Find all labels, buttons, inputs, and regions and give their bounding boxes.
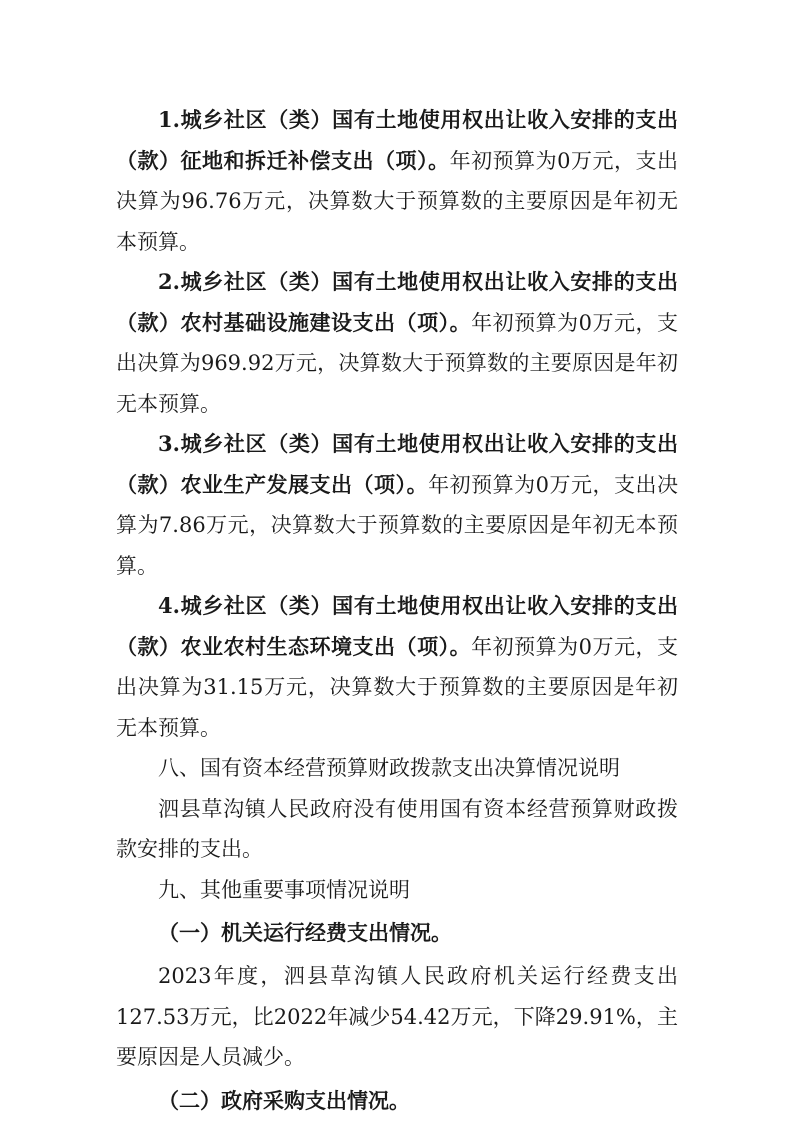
item-3-text: 年初预算为0万元，支出决算为7.86万元，决算数大于预算数的主要原因是年初无本预算。 [116,472,678,578]
item-2 [116,262,678,424]
section-9-sub1-heading: （一）机关运行经费支出情况。 [158,920,452,945]
item-1-title: 1.城乡社区（类）国有土地使用权出让收入安排的支出（款）征地和拆迁补偿支出（项）。 [116,107,678,173]
item-4-text: 年初预算为0万元，支出决算为31.15万元，决算数大于预算数的主要原因是年初无本预算。 [116,634,678,740]
item-1 [116,100,678,262]
item-3-title: 3.城乡社区（类）国有土地使用权出让收入安排的支出（款）农业生产发展支出（项）。 [116,431,678,497]
section-9-heading: 九、其他重要事项情况说明 [158,877,410,902]
item-4 [116,586,678,748]
document-page [116,100,678,1124]
item-3 [116,424,678,586]
item-2-text: 年初预算为0万元，支出决算为969.92万元，决算数大于预算数的主要原因是年初无本预算。 [116,310,678,416]
section-8-heading: 八、国有资本经营预算财政拨款支出决算情况说明 [158,756,620,780]
section-8-text: 泗县草沟镇人民政府没有使用国有资本经营预算财政拨款安排的支出。 [116,796,678,861]
item-2-title: 2.城乡社区（类）国有土地使用权出让收入安排的支出（款）农村基础设施建设支出（项）。 [116,269,678,335]
item-1-text: 年初预算为0万元，支出决算为96.76万元，决算数大于预算数的主要原因是年初无本预算。 [116,148,678,254]
item-4-title: 4.城乡社区（类）国有土地使用权出让收入安排的支出（款）农业农村生态环境支出（项）。 [116,593,678,659]
section-9-sub1-text: 2023年度，泗县草沟镇人民政府机关运行经费支出127.53万元，比2022年减少54.42万元，下降29.91%，主要原因是人员减少。 [116,964,678,1069]
section-9-sub2-heading: （二）政府采购支出情况。 [158,1087,410,1113]
